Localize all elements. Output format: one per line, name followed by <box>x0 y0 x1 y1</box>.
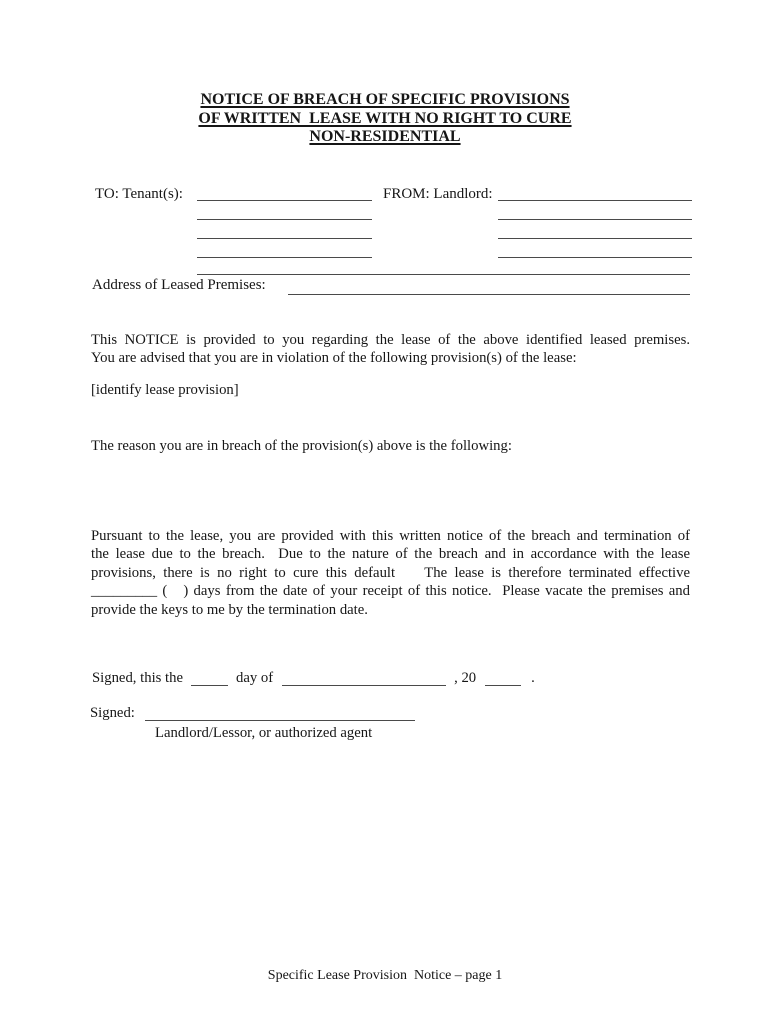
landlord-blank-line-2[interactable] <box>498 219 692 220</box>
day-number-blank[interactable] <box>191 671 228 686</box>
landlord-blank-line-4[interactable] <box>498 257 692 258</box>
to-tenants-label: TO: Tenant(s): <box>95 186 183 202</box>
pursuant-paragraph-line-1: Pursuant to the lease, you are provided with this written notice of the breach and termination of <box>91 528 690 544</box>
signed-label: Signed: <box>90 705 135 721</box>
pursuant-paragraph-line-4: _________ ( ) days from the date of your receipt of this notice. Please vacate the premises and <box>91 583 690 600</box>
signed-date-row <box>92 670 535 687</box>
pursuant-paragraph <box>91 527 690 619</box>
day-of-label: day of <box>235 670 274 686</box>
address-blank-line-2[interactable] <box>288 294 690 295</box>
signed-this-the-label: Signed, this the <box>92 670 183 686</box>
sentence-period: . <box>531 670 535 686</box>
title-line-2: OF WRITTEN LEASE WITH NO RIGHT TO CURE <box>198 109 572 127</box>
from-landlord-label: FROM: Landlord: <box>383 186 493 202</box>
signature-blank-line[interactable] <box>145 706 415 721</box>
tenant-blank-line-1[interactable] <box>197 200 372 201</box>
title-line-3: NON-RESIDENTIAL <box>309 128 461 145</box>
pursuant-paragraph-line-5: provide the keys to me by the termination date. <box>91 601 368 618</box>
notice-paragraph-line-2: You are advised that you are in violation of the following provision(s) of the lease: <box>91 350 577 367</box>
notice-paragraph <box>91 331 690 368</box>
year-prefix-label: , 20 <box>454 670 477 686</box>
document-title <box>0 91 770 147</box>
tenant-blank-line-3[interactable] <box>197 238 372 239</box>
signature-caption: Landlord/Lessor, or authorized agent <box>155 725 373 741</box>
pursuant-paragraph-line-2: the lease due to the breach. Due to the nature of the breach and in accordance with the lease <box>91 546 690 563</box>
year-blank[interactable] <box>485 671 521 686</box>
address-blank-line-1[interactable] <box>197 274 690 275</box>
signature-row <box>90 705 415 722</box>
landlord-blank-line-3[interactable] <box>498 238 692 239</box>
notice-paragraph-line-1: This NOTICE is provided to you regarding the lease of the above identified leased premises. <box>91 332 690 348</box>
identify-provision-placeholder: [identify lease provision] <box>91 382 239 398</box>
address-of-leased-premises-label: Address of Leased Premises: <box>92 277 266 293</box>
landlord-blank-line-1[interactable] <box>498 200 692 201</box>
pursuant-paragraph-line-3: provisions, there is no right to cure this default The lease is therefore terminated effective <box>91 564 690 581</box>
reason-paragraph: The reason you are in breach of the provision(s) above is the following: <box>91 438 512 454</box>
title-line-1: NOTICE OF BREACH OF SPECIFIC PROVISIONS <box>200 91 570 108</box>
tenant-blank-line-2[interactable] <box>197 219 372 220</box>
page-footer: Specific Lease Provision Notice – page 1 <box>267 968 503 983</box>
month-blank[interactable] <box>282 671 446 686</box>
tenant-blank-line-4[interactable] <box>197 257 372 258</box>
